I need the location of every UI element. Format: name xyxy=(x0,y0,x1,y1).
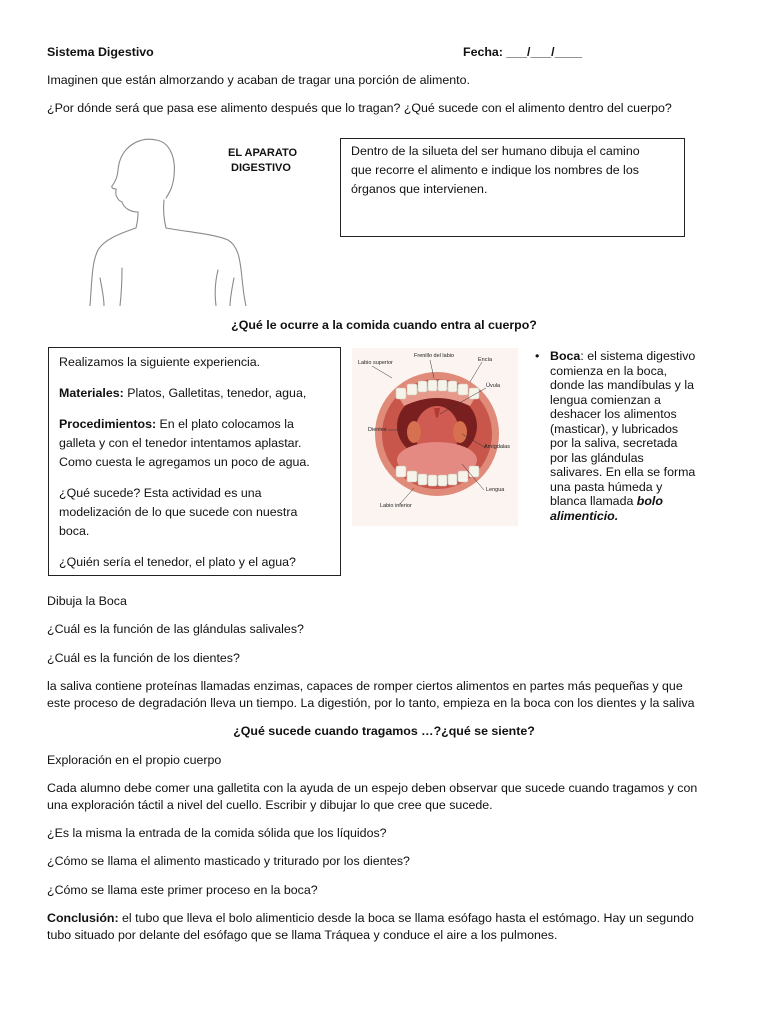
section-heading-food: ¿Qué le ocurre a la comida cuando entra al cuerpo? xyxy=(231,318,537,332)
procedure-line-1 xyxy=(59,417,294,431)
boca-term: Boca xyxy=(550,349,581,363)
procedure-label: Procedimientos: xyxy=(59,417,157,431)
instruction-line-3: órganos que intervienen. xyxy=(351,182,488,196)
boca-line-7: por la saliva, secretada xyxy=(550,436,678,450)
boca-line-3: donde las mandíbulas y la xyxy=(550,378,694,392)
procedure-line-2: galleta y con el tenedor intentamos aplastar. xyxy=(59,436,302,450)
materials-text: Platos, Galletitas, tenedor, agua, xyxy=(123,386,307,400)
boca-line-2: comienza en la boca, xyxy=(550,363,668,378)
mouth-diagram xyxy=(352,348,518,526)
question-line-2: modelización de lo que sucede con nuestra xyxy=(59,505,298,519)
intro-question: ¿Por dónde será que pasa ese alimento después que lo tragan? ¿Qué sucede con el alimento dentro del cuerpo? xyxy=(47,101,672,115)
exploration-question-1: ¿Es la misma la entrada de la comida sólida que los líquidos? xyxy=(47,826,387,840)
conclusion-line-2: tubo situado por delante del esófago que se llama Tráquea y conduce el aire a los pulmones. xyxy=(47,928,558,942)
exploration-text-1: Cada alumno debe comer una galletita con la ayuda de un espejo deben observar que sucede cuando tragamos y con xyxy=(47,781,698,795)
bullet-icon: • xyxy=(535,349,540,363)
label-dientes: Dientes xyxy=(368,427,387,433)
intro-text-1: Imaginen que están almorzando y acaban de tragar una porción de alimento. xyxy=(47,73,470,87)
boca-line-5: deshacer los alimentos xyxy=(550,407,677,421)
boca-line-11: blanca llamada xyxy=(550,494,637,508)
bolo-term: bolo xyxy=(636,494,663,508)
question-line-3: boca. xyxy=(59,524,90,538)
exploration-question-2: ¿Cómo se llama el alimento masticado y triturado por los dientes? xyxy=(47,854,410,868)
silhouette-caption-2: DIGESTIVO xyxy=(231,162,291,174)
draw-mouth-prompt: Dibuja la Boca xyxy=(47,594,127,608)
label-labio-inferior: Labio inferior xyxy=(380,503,412,509)
boca-info xyxy=(535,349,745,523)
boca-line-9: salivares. En ella se forma xyxy=(550,465,696,479)
label-labio-superior: Labio superior xyxy=(358,360,393,366)
teeth-question: ¿Cuál es la función de los dientes? xyxy=(47,651,240,665)
section-heading-swallow: ¿Qué sucede cuando tragamos …?¿qué se siente? xyxy=(233,724,535,738)
exploration-title: Exploración en el propio cuerpo xyxy=(47,753,222,767)
alimenticio-term: alimenticio. xyxy=(550,508,619,523)
label-uvula: Úvula xyxy=(486,383,501,389)
materials-line xyxy=(59,386,306,400)
conclusion-text-1: el tubo que lleva el bolo alimenticio desde la boca se llama esófago hasta el estómago. Hay un segundo xyxy=(118,911,694,925)
glands-question: ¿Cuál es la función de las glándulas salivales? xyxy=(47,622,304,636)
boca-line-10: una pasta húmeda y xyxy=(550,479,663,494)
boca-line-4: lengua comienzan a xyxy=(550,392,661,407)
label-lengua: Lengua xyxy=(486,487,505,493)
label-encia: Encía xyxy=(478,357,493,363)
conclusion-line-1 xyxy=(47,911,694,925)
boca-line-1: : el sistema digestivo xyxy=(580,349,696,363)
instruction-line-2: que recorre el alimento e indique los nombres de los xyxy=(351,163,639,177)
date-field: Fecha: ___/___/____ xyxy=(463,45,583,59)
boca-line-6: (masticar), y lubricados xyxy=(550,421,679,436)
label-frenillo: Frenillo del labio xyxy=(414,353,455,359)
exploration-question-3: ¿Cómo se llama este primer proceso en la boca? xyxy=(47,883,318,897)
experience-intro: Realizamos la siguiente experiencia. xyxy=(59,355,261,369)
materials-label: Materiales: xyxy=(59,386,124,400)
saliva-text-2: este proceso de degradación lleva un tiempo. La digestión, por lo tanto, empieza en la boca con los dientes y la saliva xyxy=(47,696,695,710)
silhouette-caption-1: EL APARATO xyxy=(228,147,298,159)
boca-line-8: por las glándulas xyxy=(550,450,644,465)
exploration-text-2: una exploración táctil a nivel del cuello. Escribir y dibujar lo que cree que sucede. xyxy=(47,798,493,812)
instruction-line-1: Dentro de la silueta del ser humano dibuja el camino xyxy=(351,144,640,158)
drawing-instruction-box xyxy=(340,138,685,237)
procedure-text-1: En el plato colocamos la xyxy=(156,417,294,431)
question-2: ¿Quién sería el tenedor, el plato y el agua? xyxy=(59,555,296,569)
page-title: Sistema Digestivo xyxy=(47,45,154,59)
label-amigdalas: Amígdalas xyxy=(484,444,510,450)
procedure-line-3: Como cuesta le agregamos un poco de agua. xyxy=(59,455,310,469)
experience-box xyxy=(48,347,341,576)
human-silhouette-image xyxy=(78,128,322,306)
question-line-1: ¿Qué sucede? Esta actividad es una xyxy=(59,486,262,500)
saliva-text-1: la saliva contiene proteínas llamadas enzimas, capaces de romper ciertos alimentos en partes más pequeñas y que xyxy=(47,679,683,693)
conclusion-label: Conclusión: xyxy=(47,911,119,925)
